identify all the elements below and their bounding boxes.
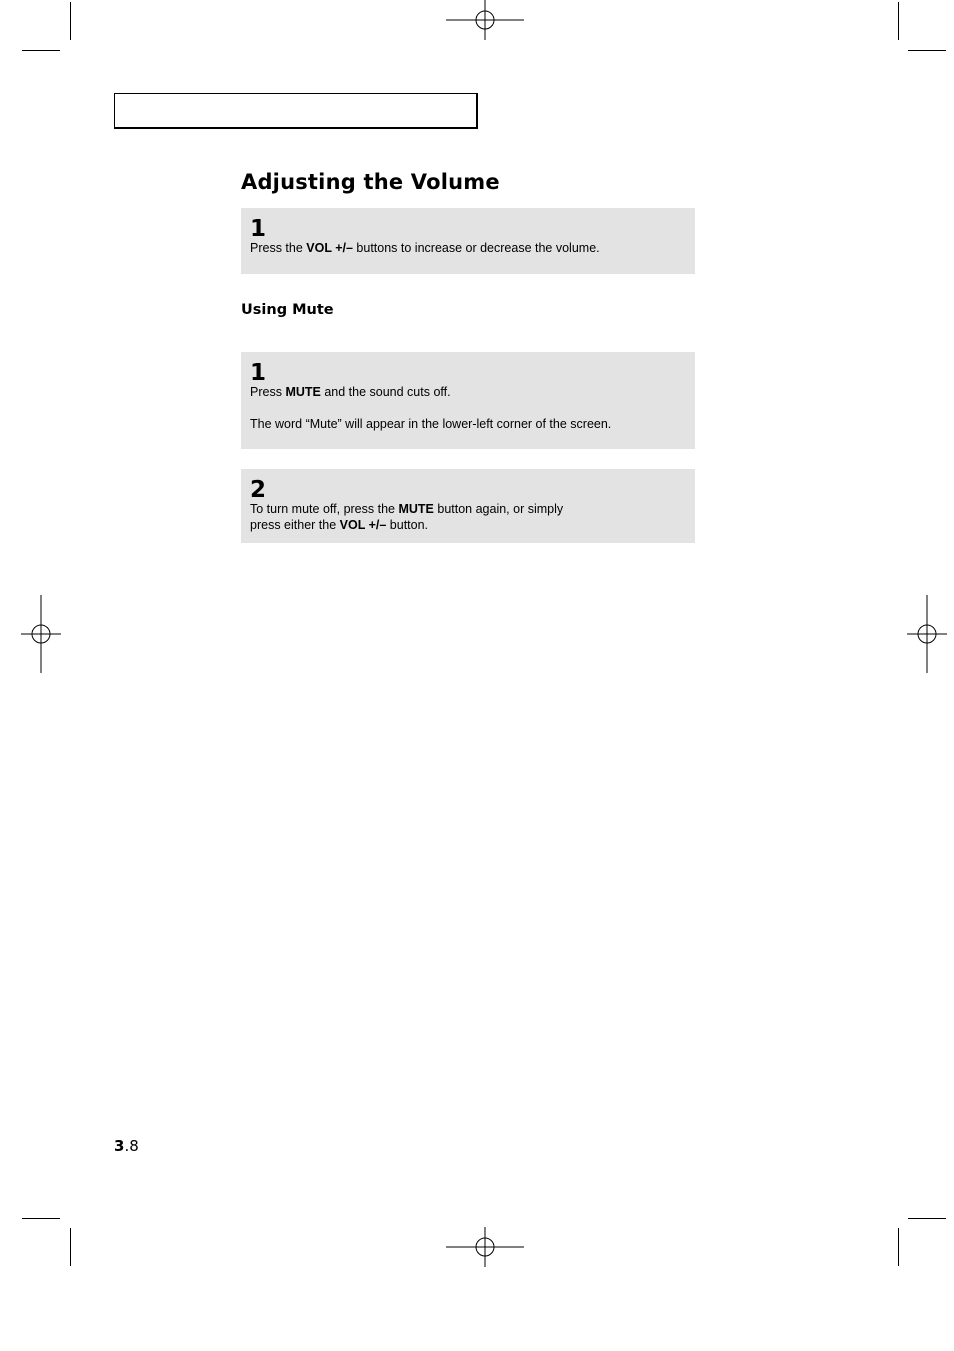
volume-step-box xyxy=(241,208,695,274)
step-instruction: To turn mute off, press the MUTE button again, or simply press either the VOL +/– button. xyxy=(250,502,564,532)
crop-mark xyxy=(22,50,60,51)
crop-mark xyxy=(70,2,71,40)
step-instruction: Press the VOL +/– buttons to increase or decrease the volume. xyxy=(250,241,600,255)
crop-mark xyxy=(70,1228,71,1266)
registration-mark-icon xyxy=(907,595,947,673)
page-number: 3.8 xyxy=(114,1137,139,1155)
unmute-step-box xyxy=(241,469,695,543)
key-label: VOL +/– xyxy=(306,241,353,255)
step-number: 2 xyxy=(250,477,267,503)
registration-mark-icon xyxy=(21,595,61,673)
key-label: MUTE xyxy=(285,385,321,399)
step-number: 1 xyxy=(250,216,267,242)
chapter-header-box xyxy=(114,93,478,129)
step-number: 1 xyxy=(250,360,267,386)
mute-step-box xyxy=(241,352,695,449)
step-instruction: Press MUTE and the sound cuts off. xyxy=(250,385,451,399)
registration-mark-icon xyxy=(446,1227,524,1267)
step-note: The word “Mute” will appear in the lower-left corner of the screen. xyxy=(250,417,612,431)
key-label: MUTE xyxy=(398,502,434,516)
crop-mark xyxy=(898,1228,899,1266)
key-label: VOL +/– xyxy=(339,518,387,532)
page-title: Adjusting the Volume xyxy=(241,170,500,194)
crop-mark xyxy=(22,1218,60,1219)
crop-mark xyxy=(898,2,899,40)
crop-mark xyxy=(908,50,946,51)
registration-mark-icon xyxy=(446,0,524,40)
crop-mark xyxy=(908,1218,946,1219)
section-title: Using Mute xyxy=(241,302,334,318)
